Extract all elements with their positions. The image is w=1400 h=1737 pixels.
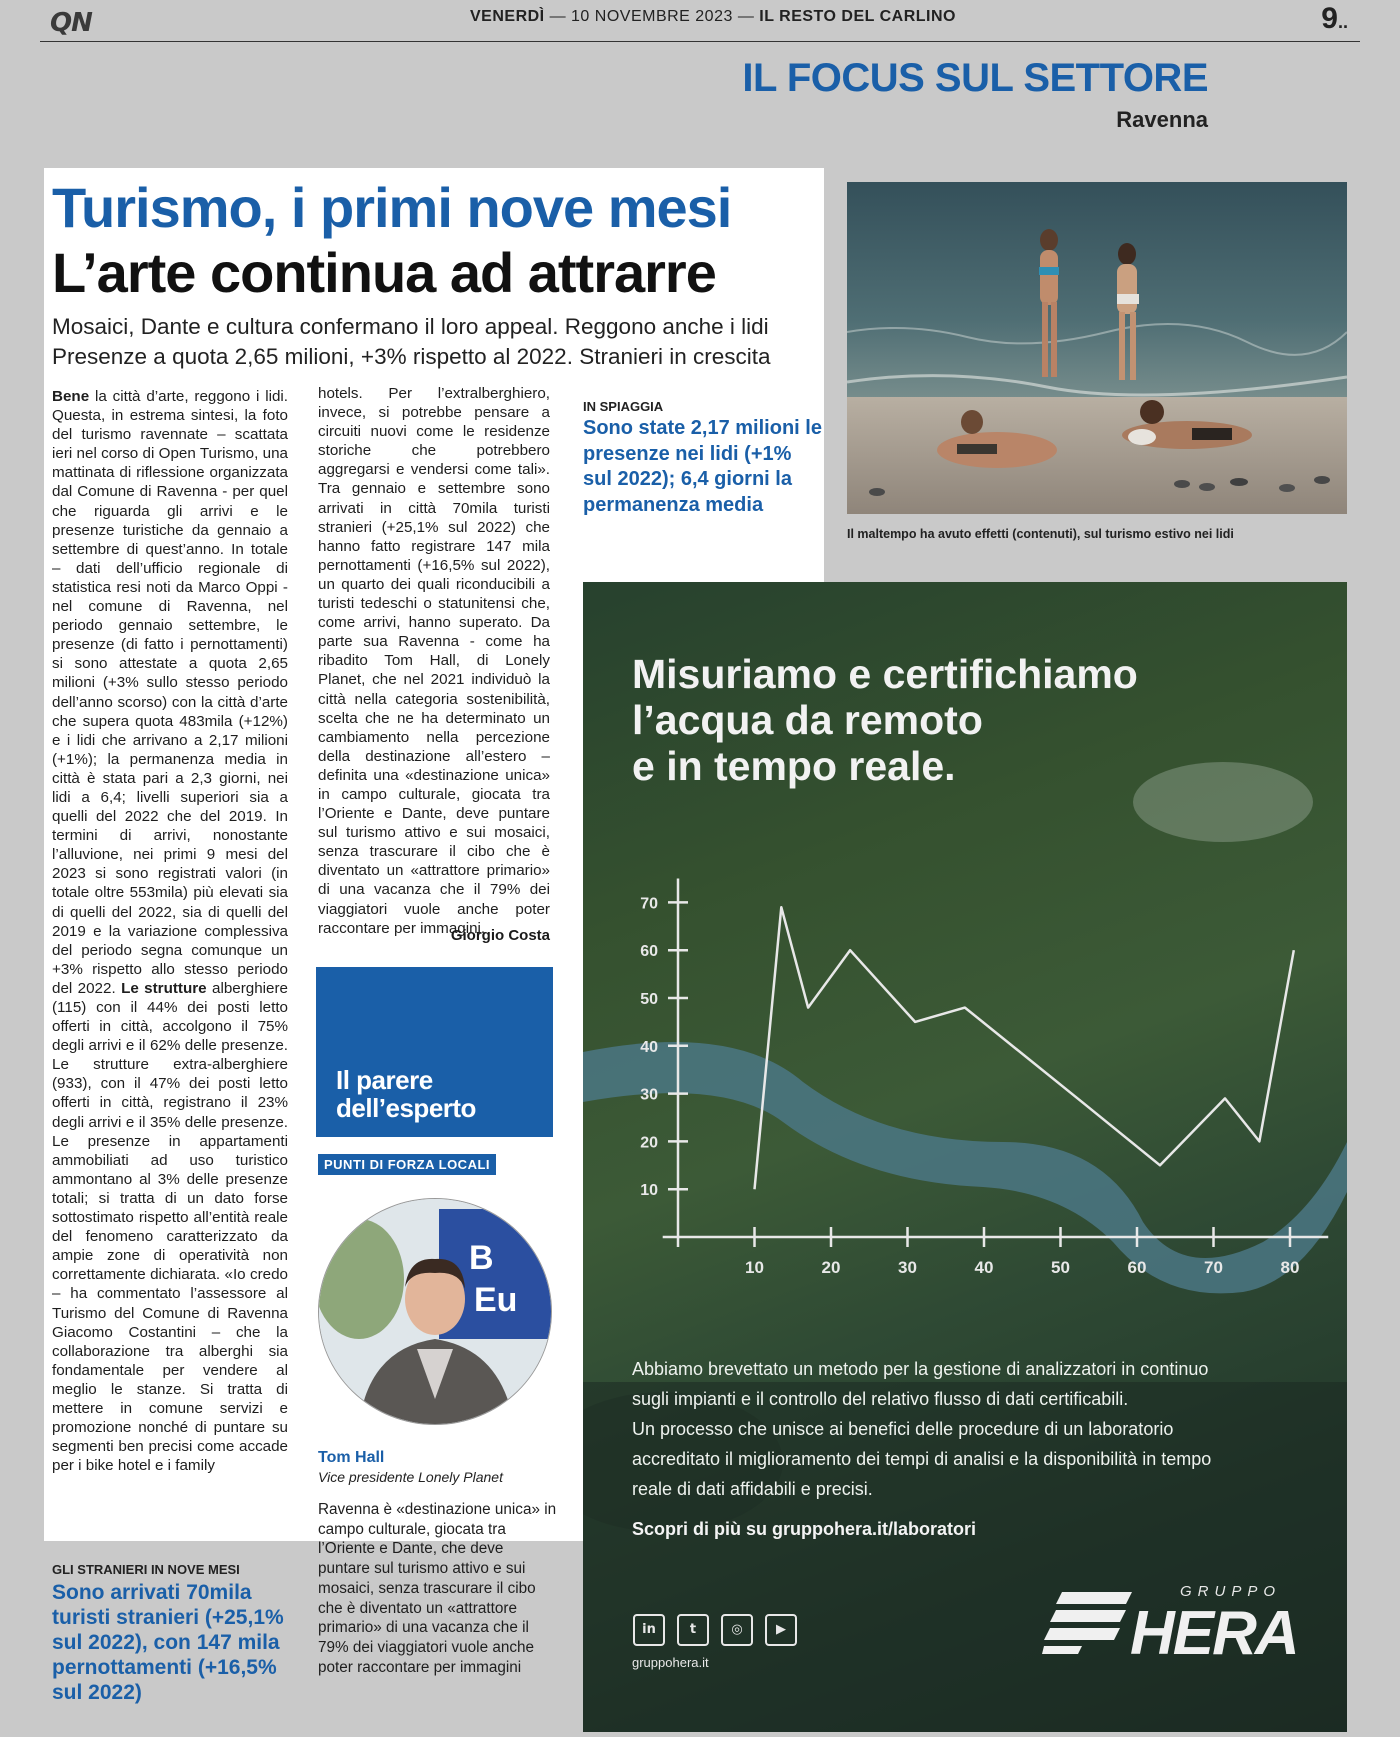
chart-y-tick-label: 70 [640,895,658,913]
ad-headline-line-1: Misuriamo e certifichiamo [632,651,1138,697]
ad-url[interactable]: gruppohera.it [632,1655,709,1670]
pullquote-text: Sono state 2,17 milioni le presenze nei lidi (+1% sul 2022); 6,4 giorni la permanenza media [583,417,822,516]
chart-x-tick-label: 80 [1280,1258,1300,1277]
chart-y-tick-label: 30 [640,1086,658,1104]
ad-body [632,1354,1332,1504]
expert-name: Tom Hall [318,1449,385,1466]
expert-kicker: PUNTI DI FORZA LOCALI [318,1154,496,1175]
beach-photo-image [847,182,1347,514]
newspaper-logo: QN [50,8,92,38]
header-rule [40,41,1360,42]
article-column-2: hotels. Per l’extralberghiero, invece, si potrebbe pensare a circuiti nuovi come le residenze storiche che potrebbero aggregarsi e vendersi come tali». Tra gennaio e settembre sono arrivati in città 70mila turisti stranieri (+25,1% sul 2022) che hanno fatto registrare 147 mila pernottamenti (+16,5% sul 2022), un quarto dei quali riconducibili a turisti tedeschi o statunitensi che, come arrivi, hanno superato. Da parte sua Ravenna - come ha ribadito Tom Hall, di Lonely Planet, che nel 2021 individuò la città nella categoria sostenibilità, scelta che ne ha determinato un cambiamento nella percezione della destinazione all’estero – definita una «destinazione unica» in campo culturale, giocata tra l’Oriente e Dante, deve puntare sul turismo attivo e sui mosaici, senza trascurare il cibo che è diventato un «attrattore primario» di una vacanza che il 79% dei viaggiatori vuole anche poter raccontare per immagini. [318,385,550,937]
article-deck [52,312,822,372]
instagram-icon[interactable]: ◎ [721,1614,753,1646]
masthead-dateline [470,8,956,26]
masthead-date: — 10 NOVEMBRE 2023 — [549,8,755,25]
hera-logo-mark [1042,1590,1132,1661]
ad-headline-line-2: l’acqua da remoto [632,697,983,743]
chart-y-tick-label: 60 [640,943,658,961]
ad-body-line-5: reale di dati affidabili e precisi. [632,1479,873,1499]
headline-secondary: L’arte continua ad attrarre [52,241,716,304]
photo-caption: Il maltempo ha avuto effetti (contenuti), sul turismo estivo nei lidi [847,527,1234,541]
expert-portrait-image [319,1199,551,1424]
chart-y-tick-label: 10 [640,1182,658,1200]
masthead-day: VENERDÌ [470,8,545,25]
strangers-kicker: GLI STRANIERI IN NOVE MESI [52,1562,240,1577]
section-title: IL FOCUS SUL SETTORE [742,56,1208,100]
chart-y-tick-label: 20 [640,1134,658,1152]
chart-y-tick-label: 40 [640,1038,658,1056]
section-city: Ravenna [1116,107,1208,132]
chart-series-line [755,907,1294,1189]
column-1-text-a: la città d’arte, reggono i lidi. Questa, in estrema sintesi, la foto del turismo ravennate – scattata ieri nel corso di Open Turismo, una mattinata di riflessione organizzata dal Comune di Ravenna - per quel che riguarda gli arrivi e le presenze turistiche da gennaio a settembre di quest’anno. In totale – dati dell’ufficio regionale di statistica resi noti da Marco Oppi - nel comune di Ravenna, nel periodo gennaio settembre, le presenze (di fatto i pernottamenti) si sono attestate a quota 2,65 milioni (+3% sullo stesso periodo dell’anno scorso) con la città d’arte che supera quota 483mila (+12%) e i lidi che arrivano a 2,17 milioni (+1%); la permanenza media in città è stata pari a 2,3 giorni, nei lidi a 6,4; livelli superiori sia a quelli del 2022 che del 2019. In termini di arrivi, nonostante l’alluvione, nei primi 9 mesi del 2023 si sono registrati valori (in totale oltre 553mila) più elevati sia di quelli del 2022, sia di quelli del 2019 e la variazione complessiva del periodo segna comunque un +3% rispetto allo stesso periodo del 2022. [52,388,288,997]
expert-title-line-2: dell’esperto [336,1093,476,1123]
hera-wave-icon [1042,1590,1132,1656]
sign-text-2: Eu [474,1281,518,1319]
lead-word-2: Le strutture [121,979,207,997]
column-1-text-b: alberghiere (115) con il 44% dei posti letto offerti in città, accolgono il 75% degli arrivi e il 62% delle presenze. Le strutture extra-alberghiere (933), con il 47% dei posti letto offerti in città, registrano il 23% degli arrivi e il 35% delle presenze. Le presenze in appartamenti ammobiliati ad uso turistico ammontano al 3% delle presenze totali; si tratta di un dato forse sottostimato rispetto all’entità reale del fenomeno caratterizzato da ampie zone di operatività non correttamente dichiarata. «Io credo – ha commentato l’assessore al Turismo del Comune di Ravenna Giacomo Costantini – che la collaborazione tra alberghi sia fondamentale per vendere al meglio le stanze. Si tratta di mettere in comune servizi e promozione nonché di puntare su segmenti ben precisi come accade per i bike hotel e i family [52,979,288,1475]
deck-line-1: Mosaici, Dante e cultura confermano il loro appeal. Reggono anche i lidi [52,314,769,339]
chart-x-tick-label: 10 [745,1258,764,1277]
expert-quote: Ravenna è «destinazione unica» in campo culturale, giocata tra l’Oriente e Dante, che deve puntare sul turismo attivo e sui mosaici, senza trascurare il cibo che è diventato un «attrattore primario» di una vacanza che il 79% dei viaggiatori vuole anche poter raccontare per immagini [318,1501,557,1676]
ad-body-line-4: accreditato il miglioramento dei tempi di analisi e la disponibilità in tempo [632,1449,1212,1469]
ad-cta-link[interactable]: Scopri di più su gruppohera.it/laboratori [632,1519,977,1539]
ad-body-line-3: Un processo che unisce ai benefici delle procedure di un laboratorio [632,1419,1174,1439]
twitter-icon[interactable]: t [677,1614,709,1646]
page-number [1321,2,1348,36]
pullquote-kicker: IN SPIAGGIA [583,399,664,414]
lead-word: Bene [52,388,90,405]
deck-line-2: Presenze a quota 2,65 milioni, +3% rispetto al 2022. Stranieri in crescita [52,344,771,369]
sign-text-1: B [469,1239,494,1277]
article-column-1 [52,387,288,1539]
chart-x-tick-label: 70 [1204,1258,1223,1277]
masthead-paper: IL RESTO DEL CARLINO [759,8,956,25]
chart-x-tick-label: 40 [974,1258,994,1277]
beach-photo [847,182,1347,514]
expert-portrait [318,1198,552,1425]
expert-title-line-1: Il parere [336,1065,433,1095]
youtube-icon[interactable]: ▶ [765,1614,797,1646]
ad-headline-line-3: e in tempo reale. [632,743,956,789]
chart-x-tick-label: 60 [1127,1258,1147,1277]
chart-x-tick-label: 50 [1051,1258,1070,1277]
linkedin-icon[interactable]: in [633,1614,665,1646]
ad-body-line-2: sugli impianti e il controllo del relativo flusso di dati certificabili. [632,1389,1129,1409]
page-number-value: 9 [1321,2,1338,35]
chart-y-tick-label: 50 [640,991,658,1008]
chart-x-tick-label: 20 [821,1258,841,1277]
ad-body-line-1: Abbiamo brevettato un metodo per la gestione di analizzatori in continuo [632,1359,1209,1379]
headline-primary: Turismo, i primi nove mesi [52,176,732,239]
chart-x-tick-label: 30 [898,1258,917,1277]
expert-title [336,1066,476,1122]
byline: Giorgio Costa [450,927,550,944]
ad-headline [632,651,1138,789]
page-number-dots: .. [1337,12,1348,32]
expert-role: Vice presidente Lonely Planet [318,1469,503,1485]
hera-logo-gruppo: GRUPPO [1180,1583,1282,1600]
strangers-text: Sono arrivati 70mila turisti stranieri (+25,1% sul 2022), con 147 mila pernottamenti (+16,5% sul 2022) [52,1581,284,1704]
hera-logo-word: HERA [1130,1599,1298,1668]
